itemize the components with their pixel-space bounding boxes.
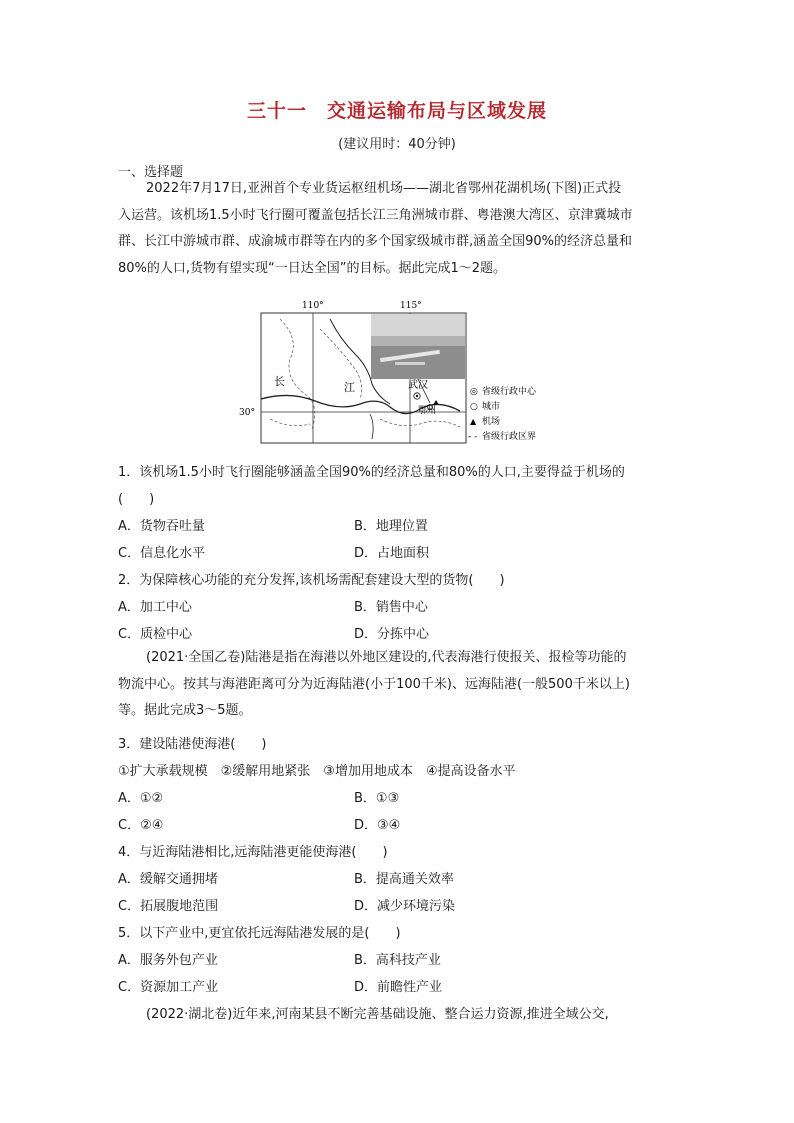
question-4-option-c: C．拓展腹地范围 — [118, 899, 219, 914]
question-3-stem: 3．建设陆港使海港( ) — [118, 737, 267, 752]
paragraph-line: 2022年7月17日,亚洲首个专业货运枢纽机场——湖北省鄂州花湖机场(下图)正式投 — [146, 181, 622, 196]
question-4-stem: 4．与近海陆港相比,远海陆港更能使海港( ) — [118, 845, 388, 860]
paragraph-line: 物流中心。按其与海港距离可分为近海陆港(小于100千米)、远海陆港(一般500千米以上) — [118, 676, 630, 692]
river-label: 长 — [274, 375, 285, 388]
question-2-stem: 2．为保障核心功能的充分发挥,该机场需配套建设大型的货物( ) — [118, 573, 505, 588]
question-1-blank: ( ) — [118, 492, 155, 507]
intro-paragraph-bus: (2022·湖北卷)近年来,河南某县不断完善基础设施、整合运力资源,推进全域公交, — [146, 1007, 609, 1022]
intro-paragraph-airport — [118, 176, 678, 282]
question-4-option-b: B．提高通关效率 — [354, 872, 454, 887]
paragraph-line: 入运营。该机场1.5小时飞行圈可覆盖包括长江三角洲城市群、粤港澳大湾区、京津冀城市 — [118, 207, 633, 223]
question-2-option-a: A．加工中心 — [118, 600, 192, 615]
question-1-stem: 1．该机场1.5小时飞行圈能够涵盖全国90%的经济总量和80%的人口,主要得益于机场的 — [118, 465, 625, 480]
longitude-label: 110° — [302, 301, 324, 311]
paragraph-line: 群、长江中游城市群、成渝城市群等在内的多个国家级城市群,涵盖全国90%的经济总量和 — [118, 234, 633, 249]
question-1-option-b: B．地理位置 — [354, 519, 428, 534]
question-3-option-c: C．②④ — [118, 818, 164, 833]
section-heading: 一、选择题 — [118, 165, 184, 180]
question-1-option-a: A．货物吞吐量 — [118, 519, 205, 534]
question-2-option-c: C．质检中心 — [118, 627, 193, 642]
question-3-option-a: A．①② — [118, 791, 164, 806]
legend-symbol: ◎ — [470, 387, 478, 397]
question-4-option-d: D．减少环境污染 — [354, 899, 456, 914]
question-5-option-c: C．资源加工产业 — [118, 980, 219, 995]
page-title: 三十一 交通运输布局与区域发展 — [246, 100, 547, 122]
paragraph-line: 80%的人口,货物有望实现“一日达全国”的目标。据此完成1～2题。 — [118, 260, 507, 276]
map-legend — [468, 385, 537, 442]
question-2-option-b: B．销售中心 — [354, 600, 428, 615]
legend-label: 省级行政中心 — [482, 387, 537, 397]
latitude-label: 30° — [239, 408, 255, 418]
legend-label: 机场 — [482, 417, 501, 427]
question-1-option-c: C．信息化水平 — [118, 546, 206, 561]
question-2-option-d: D．分拣中心 — [354, 627, 430, 642]
paragraph-line: (2021·全国乙卷)陆港是指在海港以外地区建设的,代表海港行使报关、报检等功能的 — [146, 650, 627, 665]
longitude-label: 115° — [400, 301, 422, 311]
city-label-wuhan: 武汉 — [408, 380, 428, 391]
legend-label: 城市 — [482, 402, 501, 412]
question-3-option-b: B．①③ — [354, 791, 400, 806]
question-1-option-d: D．占地面积 — [354, 546, 430, 561]
legend-label: 省级行政区界 — [482, 432, 537, 442]
legend-symbol: ▲ — [470, 417, 477, 426]
question-5-stem: 5．以下产业中,更宜依托远海陆港发展的是( ) — [118, 926, 401, 941]
intro-paragraph-dry-port — [118, 645, 678, 725]
city-label-ezhou: 鄂州 — [418, 406, 437, 416]
question-5-option-a: A．服务外包产业 — [118, 953, 218, 968]
question-5-option-d: D．前瞻性产业 — [354, 980, 443, 995]
airport-location-map — [239, 299, 560, 445]
paragraph-line: 等。据此完成3～5题。 — [118, 703, 252, 718]
legend-symbol: - - — [468, 432, 478, 442]
question-5-option-b: B．高科技产业 — [354, 953, 441, 968]
legend-symbol: ○ — [470, 402, 478, 412]
question-3-items: ①扩大承载规模 ②缓解用地紧张 ③增加用地成本 ④提高设备水平 — [118, 764, 516, 779]
question-3-option-d: D．③④ — [354, 818, 401, 833]
time-suggestion: (建议用时：40分钟) — [338, 137, 456, 152]
river-label: 江 — [344, 381, 355, 394]
question-4-option-a: A．缓解交通拥堵 — [118, 872, 218, 887]
